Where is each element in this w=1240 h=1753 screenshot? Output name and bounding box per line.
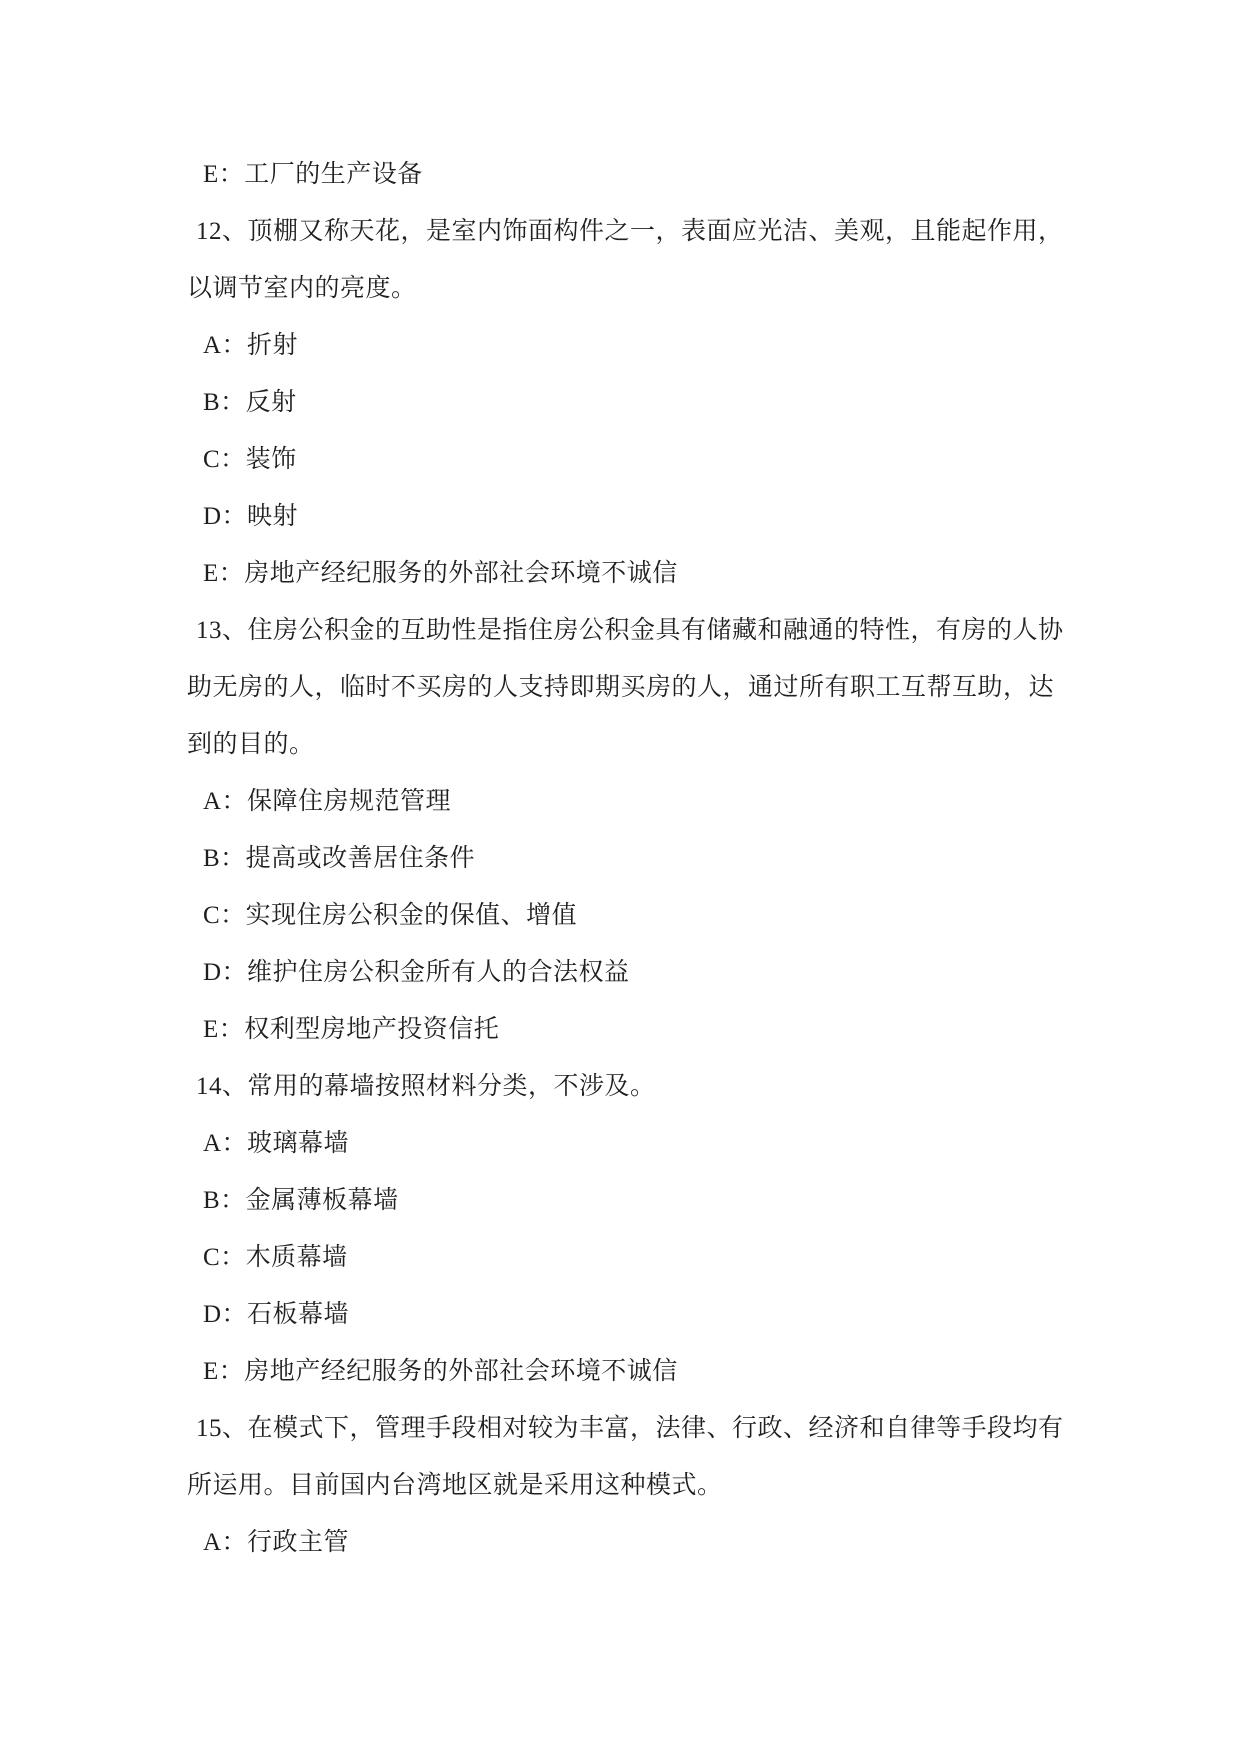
q15-stem-line-1: 15、在模式下，管理手段相对较为丰富，法律、行政、经济和自律等手段均有 — [196, 1415, 1064, 1442]
question-15 — [0, 1400, 1240, 1571]
q13-stem-line-2: 助无房的人，临时不买房的人支持即期买房的人，通过所有职工互帮互助，达 — [187, 674, 1055, 701]
q12-option-d: D：映射 — [203, 503, 299, 530]
q12-option-e: E：房地产经纪服务的外部社会环境不诚信 — [203, 560, 678, 587]
previous-question-option-e: E：工厂的生产设备 — [203, 161, 423, 188]
q13-option-d: D：维护住房公积金所有人的合法权益 — [203, 959, 630, 986]
q14-option-c: C：木质幕墙 — [203, 1244, 348, 1271]
q12-stem-line-2: 以调节室内的亮度。 — [187, 275, 417, 302]
q14-option-a: A：玻璃幕墙 — [203, 1130, 350, 1157]
q12-stem-line-1: 12、顶棚又称天花，是室内饰面构件之一，表面应光洁、美观，且能起作用， — [196, 218, 1064, 245]
q13-stem-line-1: 13、住房公积金的互助性是指住房公积金具有储藏和融通的特性，有房的人协 — [196, 617, 1064, 644]
q14-option-d: D：石板幕墙 — [203, 1301, 350, 1328]
q13-option-a: A：保障住房规范管理 — [203, 788, 452, 815]
question-13 — [0, 602, 1240, 1058]
question-12 — [0, 203, 1240, 602]
q12-option-b: B：反射 — [203, 389, 297, 416]
q14-option-e: E：房地产经纪服务的外部社会环境不诚信 — [203, 1358, 678, 1385]
q13-option-b: B：提高或改善居住条件 — [203, 845, 476, 872]
q15-stem-line-2: 所运用。目前国内台湾地区就是采用这种模式。 — [187, 1472, 723, 1499]
q12-option-a: A：折射 — [203, 332, 299, 359]
q13-option-c: C：实现住房公积金的保值、增值 — [203, 902, 578, 929]
q14-option-b: B：金属薄板幕墙 — [203, 1187, 399, 1214]
q13-option-e: E：权利型房地产投资信托 — [203, 1016, 500, 1043]
q12-option-c: C：装饰 — [203, 446, 297, 473]
q15-option-a: A：行政主管 — [203, 1529, 350, 1556]
q13-stem-line-3: 到的目的。 — [187, 731, 315, 758]
q14-stem-line-1: 14、常用的幕墙按照材料分类，不涉及。 — [196, 1073, 656, 1100]
question-14 — [0, 1058, 1240, 1400]
